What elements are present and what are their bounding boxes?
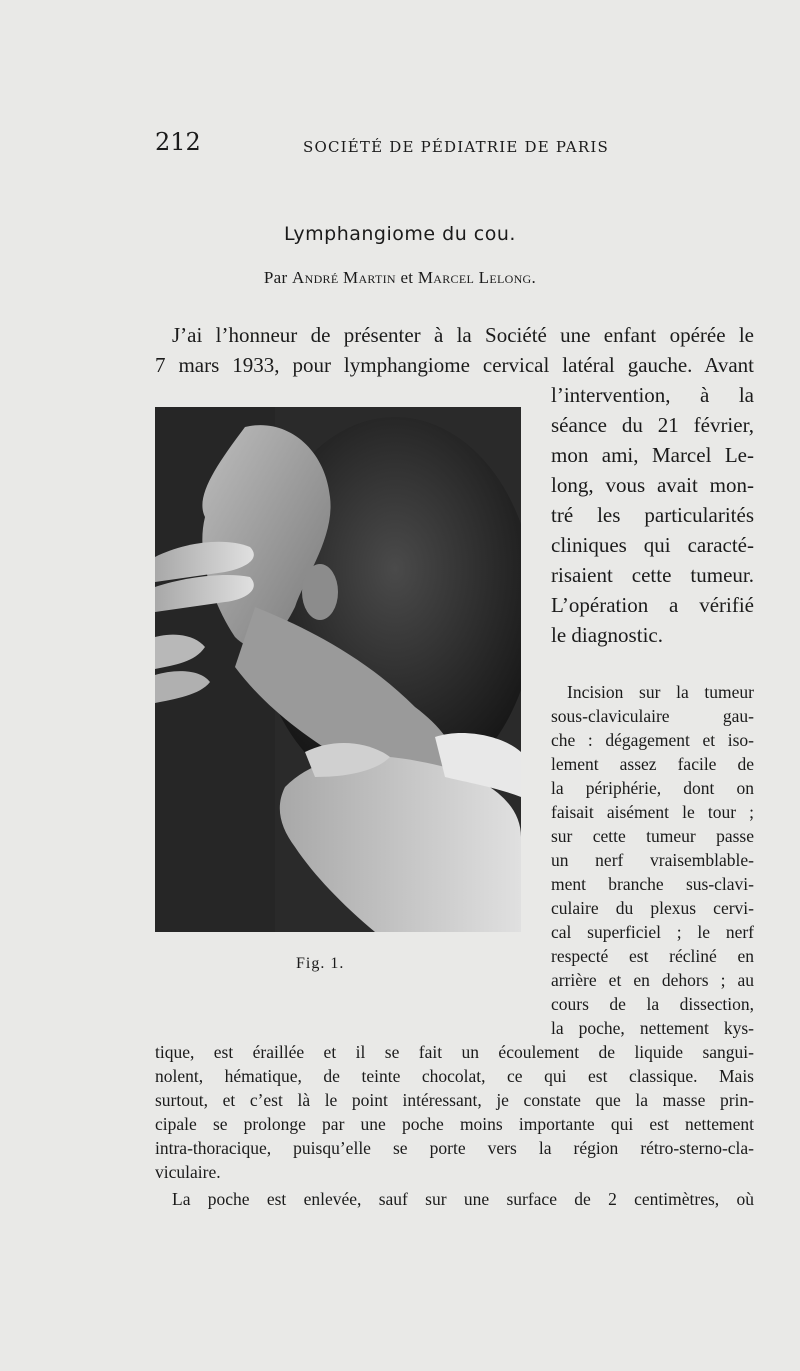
body-line: tré les particularités <box>551 503 754 527</box>
body-line: séance du 21 février, <box>551 413 754 437</box>
body-line: intra-thoracique, puisqu’elle se porte vers la région rétro-sterno-cla- <box>155 1138 754 1158</box>
article-byline <box>0 268 800 288</box>
body-line: La poche est enlevée, sauf sur une surface de 2 centimètres, où <box>172 1189 754 1209</box>
body-line: respecté est récliné en <box>551 946 754 966</box>
body-line: la périphérie, dont on <box>551 778 754 798</box>
body-line: nolent, hématique, de teinte chocolat, ce qui est classique. Mais <box>155 1066 754 1086</box>
figure-caption-text: Fig. 1. <box>296 955 345 972</box>
page-number: 212 <box>155 128 201 156</box>
byline-and: et <box>395 268 418 287</box>
body-line: surtout, et c’est là le point intéressant, je constate que la masse prin- <box>155 1090 754 1110</box>
body-line: cours de la dissection, <box>551 994 754 1014</box>
body-line: J’ai l’honneur de présenter à la Société une enfant opérée le <box>172 323 754 347</box>
body-line: faisait aisément le tour ; <box>551 802 754 822</box>
body-line: arrière et en dehors ; au <box>551 970 754 990</box>
body-line: un nerf vraisemblable- <box>551 850 754 870</box>
body-line: l’intervention, à la <box>551 383 754 407</box>
body-line: culaire du plexus cervi- <box>551 898 754 918</box>
body-line: sur cette tumeur passe <box>551 826 754 846</box>
body-line: mon ami, Marcel Le- <box>551 443 754 467</box>
body-line: cipale se prolonge par une poche moins importante qui est nettement <box>155 1114 754 1134</box>
body-line: cal superficiel ; le nerf <box>551 922 754 942</box>
body-line: 7 mars 1933, pour lymphangiome cervical latéral gauche. Avant <box>155 353 754 377</box>
byline-prefix: Par <box>263 268 293 287</box>
body-line: Incision sur la tumeur <box>567 682 754 702</box>
body-line: long, vous avait mon- <box>551 473 754 497</box>
body-line: tique, est éraillée et il se fait un écoulement de liquide sangui- <box>155 1042 754 1062</box>
body-line: ment branche sus-clavi- <box>551 874 754 894</box>
body-line: sous-claviculaire gau- <box>551 706 754 726</box>
body-line: la poche, nettement kys- <box>551 1018 754 1038</box>
article-title: Lymphangiome du cou. <box>284 223 516 245</box>
patient-photograph <box>155 407 521 932</box>
body-line: L’opération a vérifié <box>551 593 754 617</box>
body-line: risaient cette tumeur. <box>551 563 754 587</box>
author-marcel-lelong: Marcel Lelong. <box>417 268 537 287</box>
page-header <box>155 128 755 162</box>
photograph-image <box>155 407 521 932</box>
figure-caption <box>296 955 344 973</box>
author-andre-martin: André Martin <box>292 268 396 287</box>
running-title: SOCIÉTÉ DE PÉDIATRIE DE PARIS <box>303 138 609 156</box>
body-line: le diagnostic. <box>551 623 663 647</box>
body-line: che : dégagement et iso- <box>551 730 754 750</box>
body-line: cliniques qui caracté- <box>551 533 754 557</box>
body-line: viculaire. <box>155 1162 221 1182</box>
body-line: lement assez facile de <box>551 754 754 774</box>
